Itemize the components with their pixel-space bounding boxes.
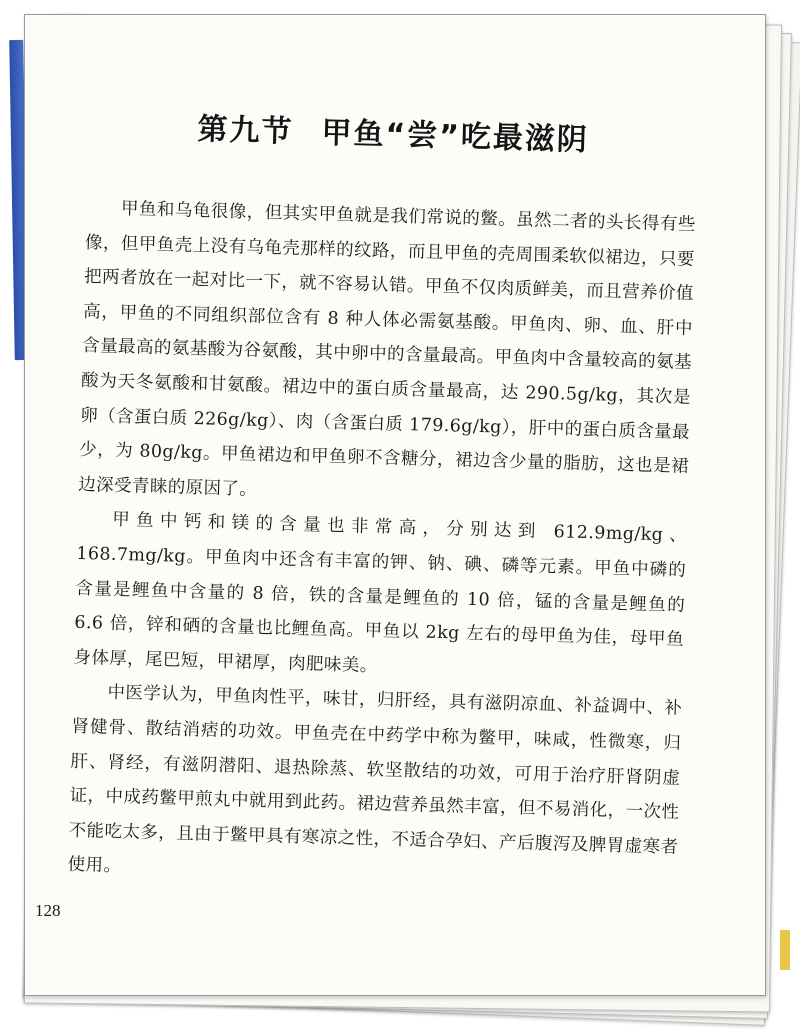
paragraph: 甲鱼和乌龟很像，但其实甲鱼就是我们常说的鳖。虽然二者的头长得有些像，但甲鱼壳上没有乌龟壳那样的纹路，而且甲鱼的壳周围柔软似裙边，只要把两者放在一起对比一下，就不容易认错。甲鱼不仅肉质鲜美，而且营养价值高，甲鱼的不同组织部位含有 8 种人体必需氨基酸。甲鱼肉、卵、血、肝中含量最高的氨基酸为谷氨酸，其中卵中的含量最高。甲鱼肉中含量较高的氨基酸为天冬氨酸和甘氨酸。裙边中的蛋白质含量最高，达 290.5g/kg，其次是卵（含蛋白质 226g/kg）、肉（含蛋白质 179.6g/kg），肝中的蛋白质含量最少，为 80g/kg。甲鱼裙边和甲鱼卵不含糖分，裙边含少量的脂肪，这也是裙边深受青睐的原因了。 [78, 198, 697, 500]
paragraph: 中医学认为，甲鱼肉性平，味甘，归肝经，具有滋阴凉血、补益调中、补肾健骨、散结消痞的功效。甲鱼壳在中药学中称为鳖甲，味咸，性微寒，归肝、肾经，有滋阴潜阳、退热除蒸、软坚散结的功效，可用于治疗肝肾阴虚证，中成药鳖甲煎丸中就用到此药。裙边营养虽然丰富，但不易消化，一次性不能吃太多，且由于鳖甲具有寒凉之性，不适合孕妇、产后腹泻及脾胃虚寒者使用。 [67, 683, 683, 877]
section-heading [88, 101, 699, 162]
page-number: 128 [35, 901, 61, 920]
section-number: 第九节 [197, 112, 294, 150]
page-content [67, 101, 699, 900]
section-title: 甲鱼“尝”吃最滋阴 [320, 115, 590, 158]
book-page [24, 14, 766, 996]
paragraph: 甲鱼中钙和镁的含量也非常高，分别达到 612.9mg/kg、168.7mg/kg。甲鱼肉中还含有丰富的钾、钠、碘、磷等元素。甲鱼中磷的含量是鲤鱼中含量的 8 倍，铁的含量是鲤鱼的 10 倍，锰的含量是鲤鱼的 6.6 倍，锌和硒的含量也比鲤鱼高。甲鱼以 2kg 左右的母甲鱼为佳，母甲鱼身体厚，尾巴短，甲裙厚，肉肥味美。 [73, 510, 688, 676]
cover-edge-accent [780, 930, 790, 970]
